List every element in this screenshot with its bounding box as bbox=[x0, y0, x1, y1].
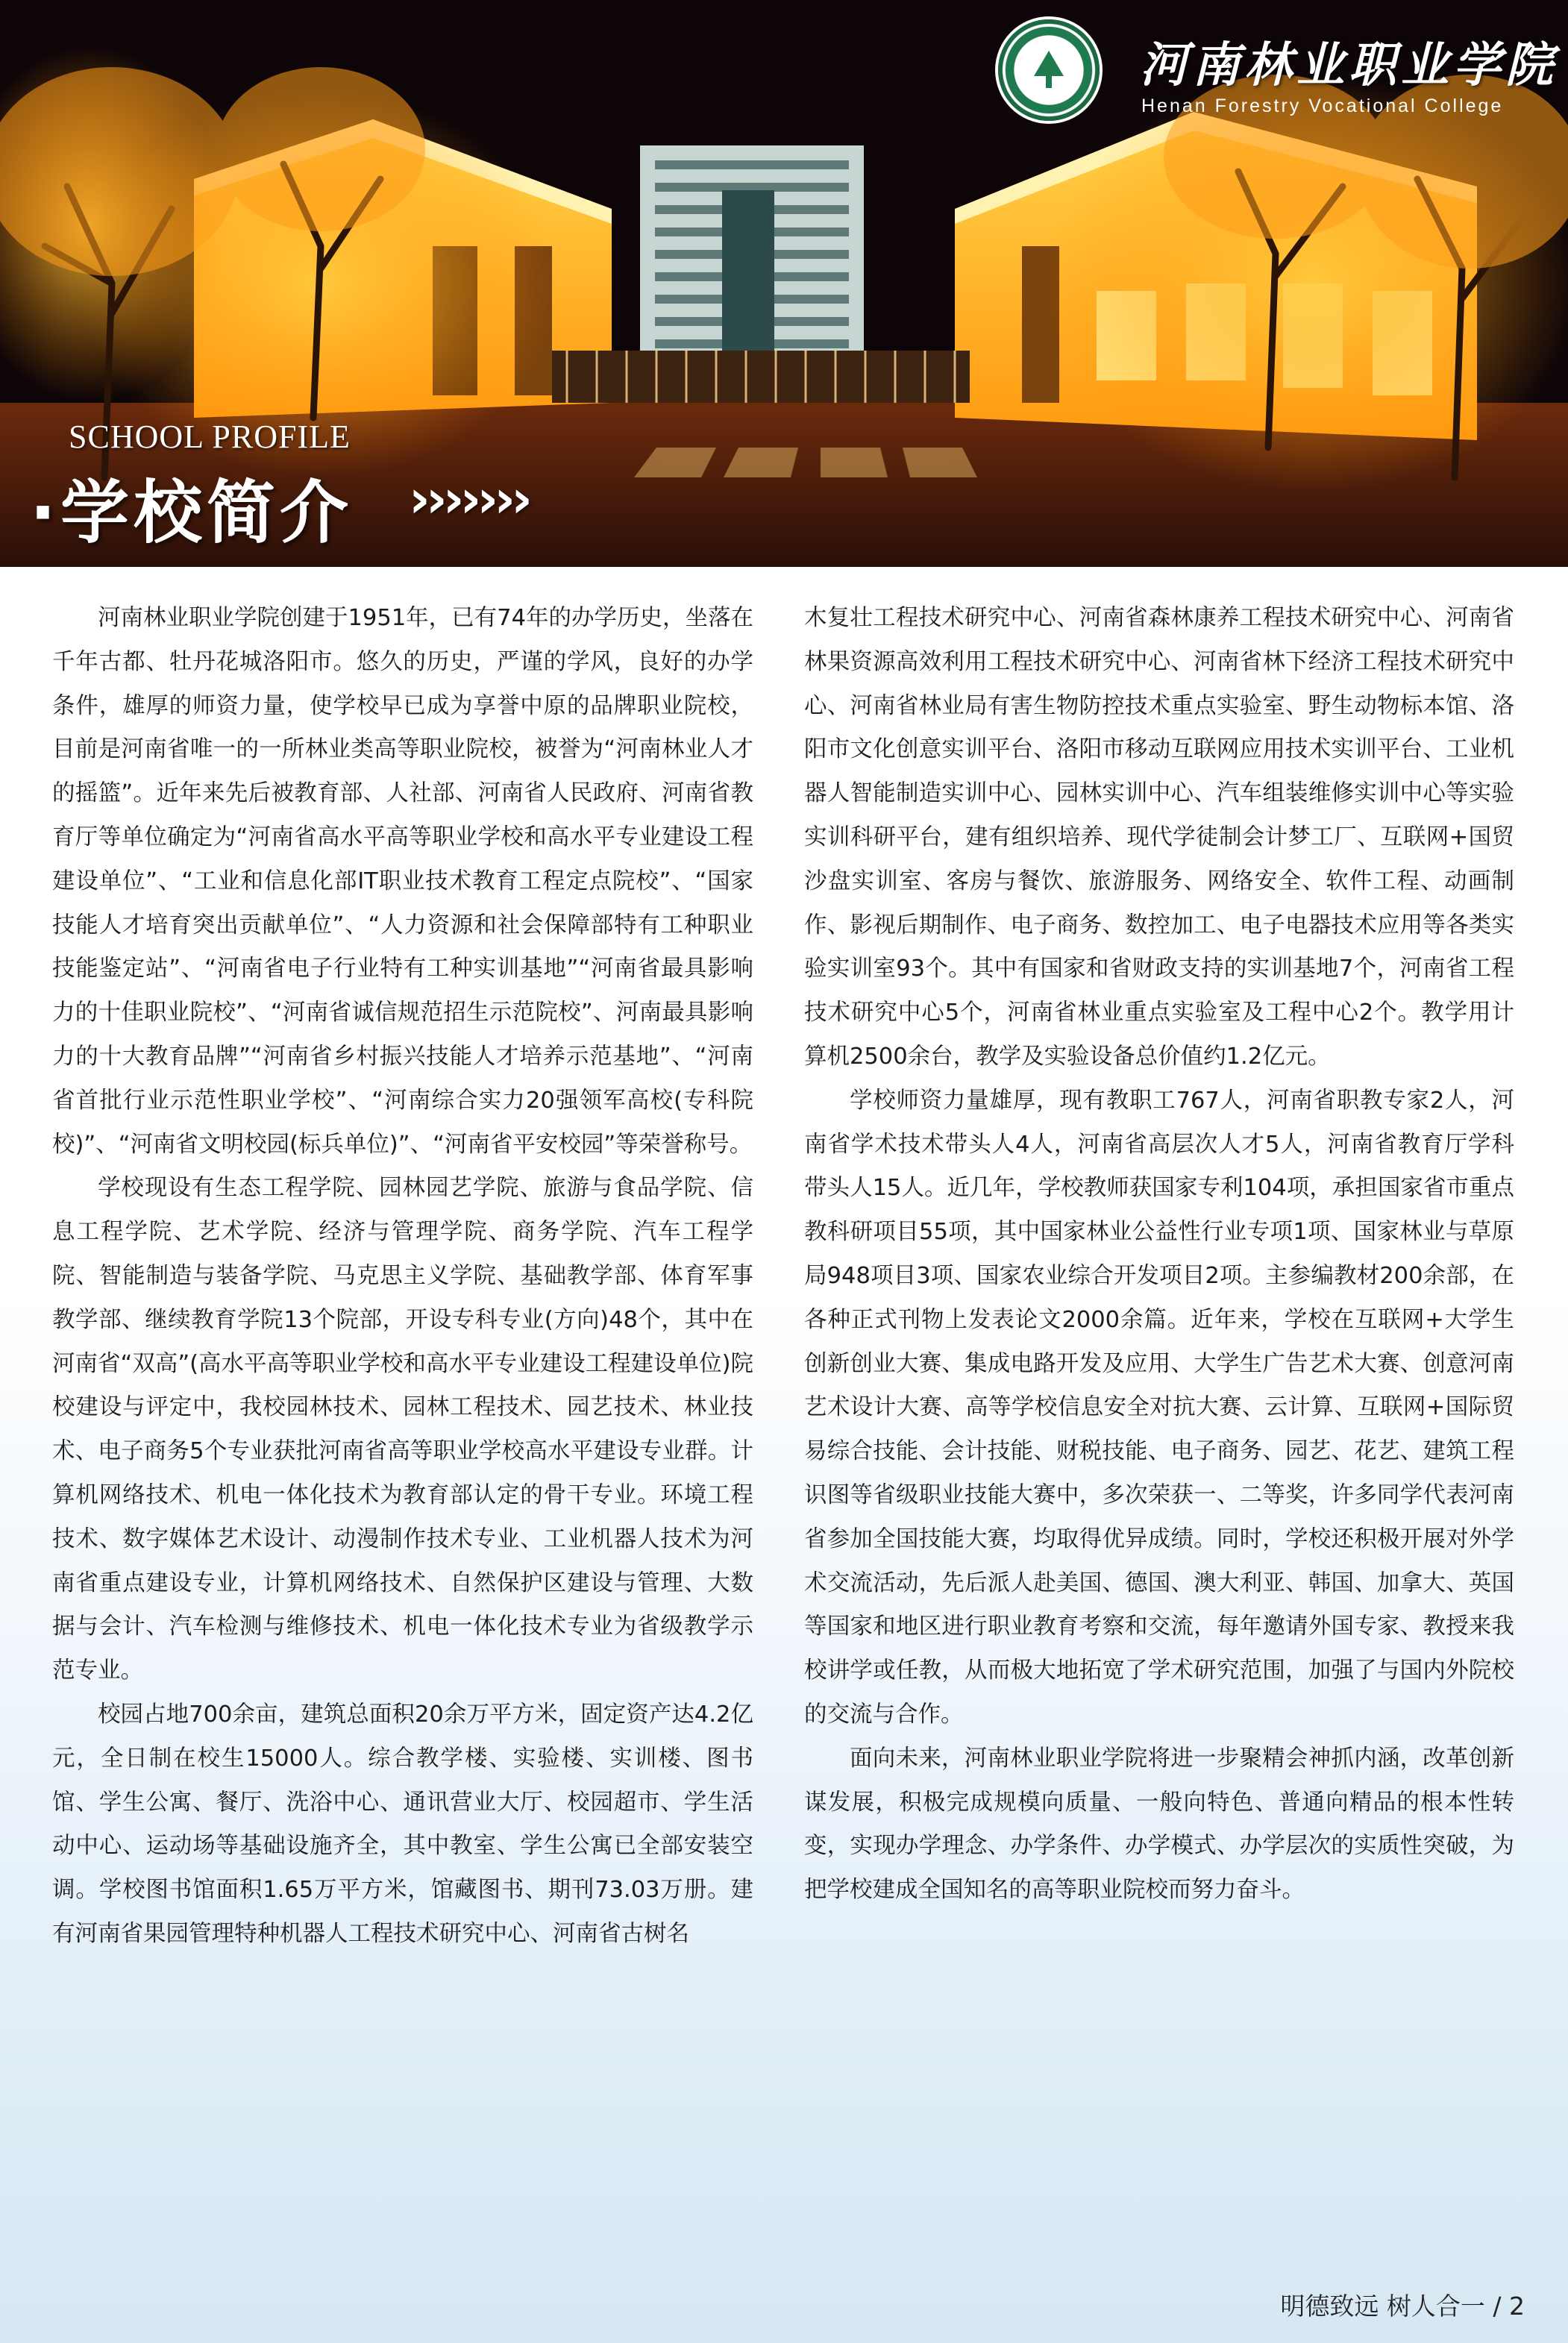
left-column bbox=[52, 597, 753, 1957]
paragraph-faculty: 学校师资力量雄厚，现有教职工767人，河南省职教专家2人，河南省学术技术带头人4人，河南省高层次人才5人，河南省教育厅学科带头人15人。近几年，学校教师获国家专利104项，承担国家省市重点教科研项目55项，其中国家林业公益性行业专项1项、国家林业与草原局948项目3项、国家农业综合开发项目2项。主参编教材200余部，在各种正式刊物上发表论文2000余篇。近年来，学校在互联网+大学生创新创业大赛、集成电路开发及应用、大学生广告艺术大赛、创意河南艺术设计大赛、高等学校信息安全对抗大赛、云计算、互联网+国际贸易综合技能、会计技能、财税技能、电子商务、园艺、花艺、建筑工程识图等省级职业技能大赛中，多次荣获一、二等奖，许多同学代表河南省参加全国技能大赛，均取得优异成绩。同时，学校还积极开展对外学术交流活动，先后派人赴美国、德国、澳大利亚、韩国、加拿大、英国等国家和地区进行职业教育考察和交流，每年邀请外国专家、教授来我校讲学或任教，从而极大地拓宽了学术研究范围，加强了与国内外院校的交流与合作。 bbox=[804, 1087, 1514, 1728]
right-column bbox=[804, 597, 1514, 1913]
paragraph-future: 面向未来，河南林业职业学院将进一步聚精会神抓内涵，改革创新谋发展，积极完成规模向质量、一般向特色、普通向精品的根本性转变，实现办学理念、办学条件、办学模式、办学层次的实质性突破，为把学校建成全国知名的高等职业院校而努力奋斗。 bbox=[804, 1745, 1514, 1904]
header-banner bbox=[0, 0, 1568, 567]
page-footer: 明德致远 树人合一 / 2 bbox=[1280, 2292, 1525, 2321]
college-emblem bbox=[998, 19, 1100, 121]
college-logo bbox=[998, 13, 1558, 118]
school-name-cn: 河南林业职业学院 bbox=[1140, 37, 1558, 93]
section-title-cn: ·学校简介 bbox=[30, 473, 353, 553]
paragraph-campus-cont: 木复壮工程技术研究中心、河南省森林康养工程技术研究中心、河南省林果资源高效利用工程技术研究中心、河南省林下经济工程技术研究中心、河南省林业局有害生物防控技术重点实验室、野生动物标本馆、洛阳市文化创意实训平台、洛阳市移动互联网应用技术实训平台、工业机器人智能制造实训中心、园林实训中心、汽车组装维修实训中心等实验实训科研平台，建有组织培养、现代学徒制会计梦工厂、互联网+国贸沙盘实训室、客房与餐饮、旅游服务、网络安全、软件工程、动画制作、影视后期制作、电子商务、数控加工、电子电器技术应用等各类实验实训室93个。其中有国家和省财政支持的实训基地7个，河南省工程技术研究中心5个，河南省林业重点实验室及工程中心2个。教学用计算机2500余台，教学及实验设备总价值约1.2亿元。 bbox=[804, 605, 1514, 1070]
school-name-en: Henan Forestry Vocational College bbox=[1141, 95, 1504, 116]
chevron-arrows-icon: ››››››› bbox=[409, 468, 528, 530]
paragraph-campus: 校园占地700余亩，建筑总面积20余万平方米，固定资产达4.2亿元，全日制在校生15000人。综合教学楼、实验楼、实训楼、图书馆、学生公寓、餐厅、洗浴中心、通讯营业大厅、校园超市、学生活动中心、运动场等基础设施齐全，其中教室、学生公寓已全部安装空调。学校图书馆面积1.65万平方米，馆藏图书、期刊73.03万册。建有河南省果园管理特种机器人工程技术研究中心、河南省古树名 bbox=[52, 1701, 753, 1947]
paragraph-colleges: 学校现设有生态工程学院、园林园艺学院、旅游与食品学院、信息工程学院、艺术学院、经济与管理学院、商务学院、汽车工程学院、智能制造与装备学院、马克思主义学院、基础教学部、体育军事教学部、继续教育学院13个院部，开设专科专业(方向)48个，其中在河南省“双高”(高水平高等职业学校和高水平专业建设工程建设单位)院校建设与评定中，我校园林技术、园林工程技术、园艺技术、林业技术、电子商务5个专业获批河南省高等职业学校高水平建设专业群。计算机网络技术、机电一体化技术为教育部认定的骨干专业。环境工程技术、数字媒体艺术设计、动漫制作技术专业、工业机器人技术为河南省重点建设专业，计算机网络技术、自然保护区建设与管理、大数据与会计、汽车检测与维修技术、机电一体化技术专业为省级教学示范专业。 bbox=[52, 1175, 753, 1684]
section-title-en: SCHOOL PROFILE bbox=[69, 418, 351, 455]
tree-icon bbox=[1031, 49, 1067, 90]
paragraph-history: 河南林业职业学院创建于1951年，已有74年的办学历史，坐落在千年古都、牡丹花城洛阳市。悠久的历史，严谨的学风，良好的办学条件，雄厚的师资力量，使学校早已成为享誉中原的品牌职业院校，目前是河南省唯一的一所林业类高等职业院校，被誉为“河南林业人才的摇篮”。近年来先后被教育部、人社部、河南省人民政府、河南省教育厅等单位确定为“河南省高水平高等职业学校和高水平专业建设工程建设单位”、“工业和信息化部IT职业技术教育工程定点院校”、“国家技能人才培育突出贡献单位”、“人力资源和社会保障部特有工种职业技能鉴定站”、“河南省电子行业特有工种实训基地”“河南省最具影响力的十佳职业院校”、“河南省诚信规范招生示范院校”、河南最具影响力的十大教育品牌”“河南省乡村振兴技能人才培养示范基地”、“河南省首批行业示范性职业学校”、“河南综合实力20强领军高校(专科院校)”、“河南省文明校园(标兵单位)”、“河南省平安校园”等荣誉称号。 bbox=[52, 605, 753, 1158]
